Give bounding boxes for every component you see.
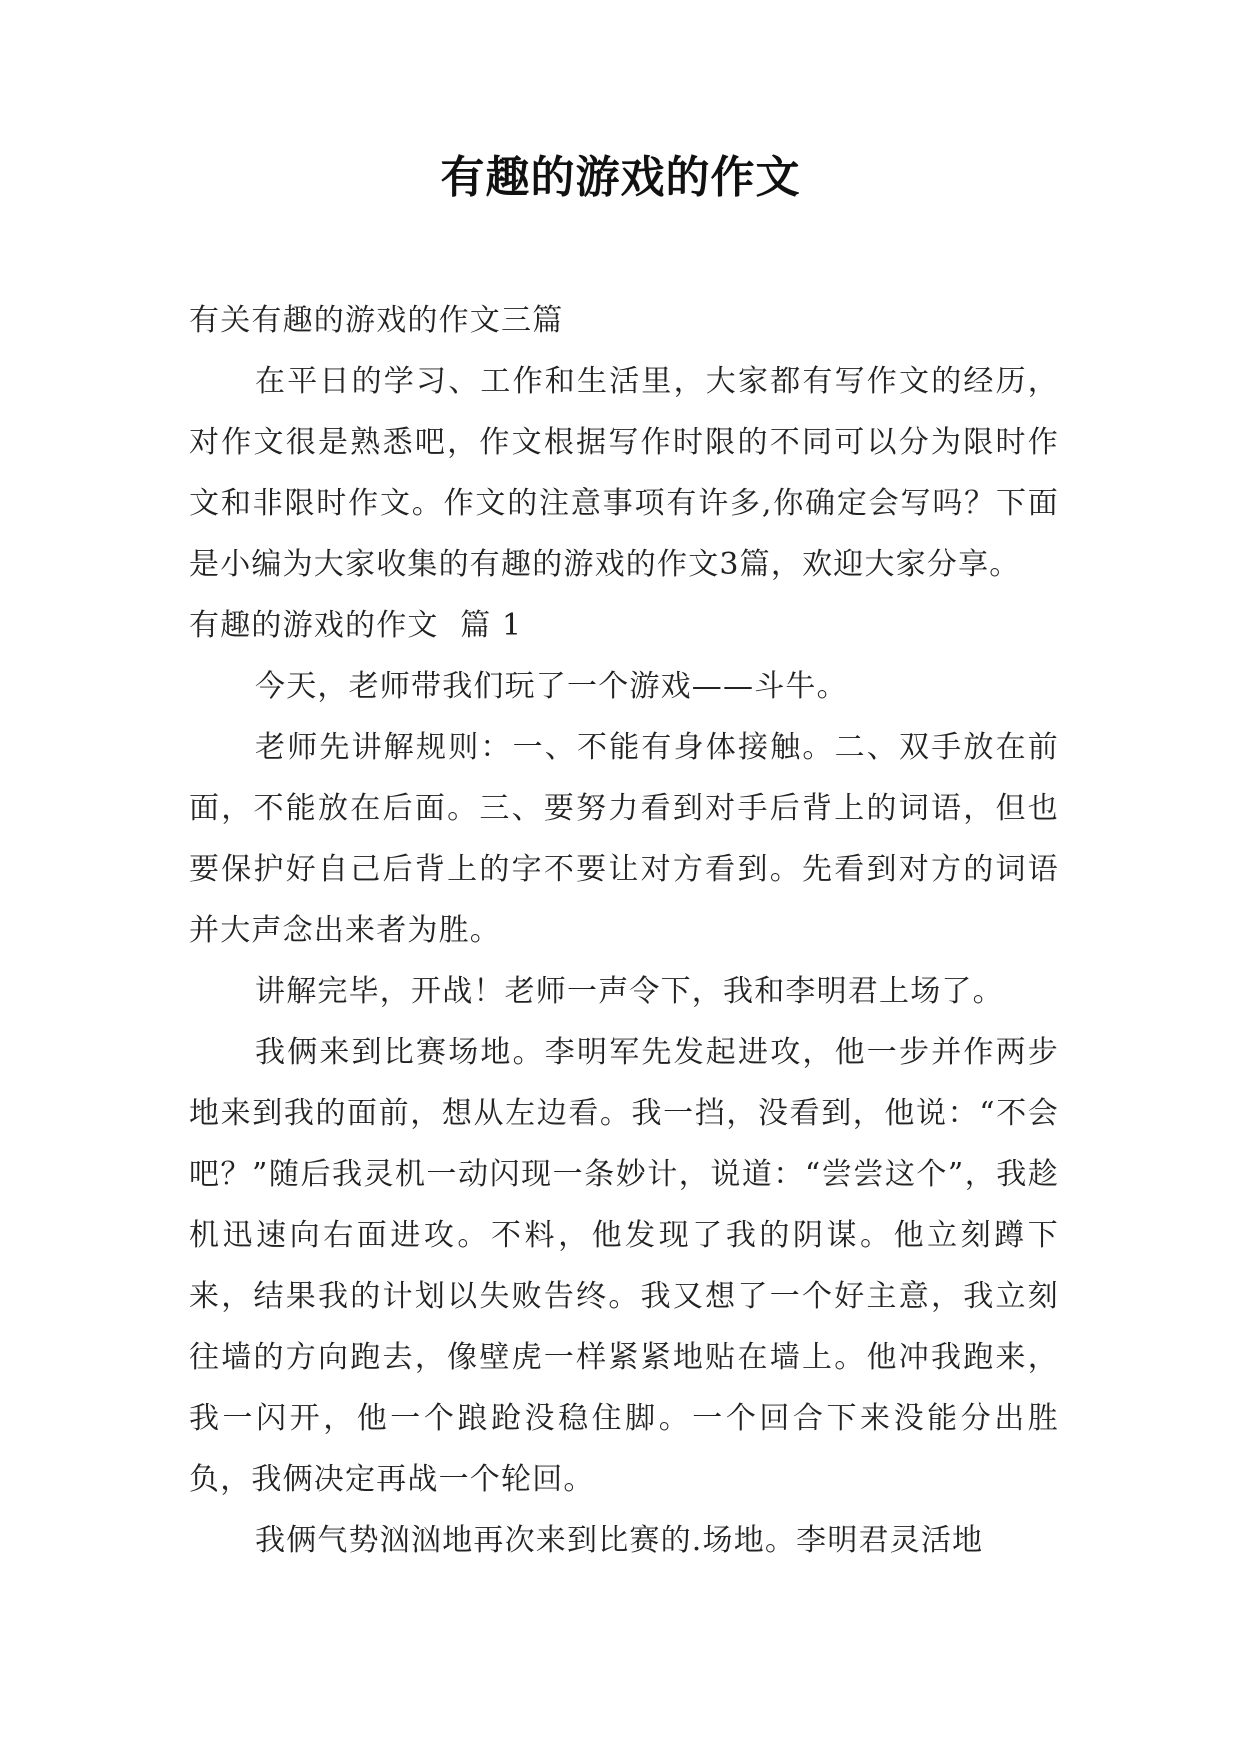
document-subtitle: 有关有趣的游戏的作文三篇 xyxy=(189,303,564,338)
document-body xyxy=(189,290,1059,1571)
body-paragraph: 我俩来到比赛场地。李明军先发起进攻，他一步并作两步地来到我的面前，想从左边看。我一挡，没看到，他说：“不会吧？”随后我灵机一动闪现一条妙计，说道：“尝尝这个”，我趁机迅速向右面进攻。不料，他发现了我的阴谋。他立刻蹲下来，结果我的计划以失败告终。我又想了一个好主意，我立刻往墙的方向跑去，像壁虎一样紧紧地贴在墙上。他冲我跑来，我一闪开，他一个踉跄没稳住脚。一个回合下来没能分出胜负，我俩决定再战一个轮回。 xyxy=(189,1035,1059,1497)
body-paragraph: 今天，老师带我们玩了一个游戏——斗牛。 xyxy=(255,669,848,704)
document-title: 有趣的游戏的作文 xyxy=(440,152,801,203)
section-heading: 有趣的游戏的作文 篇 1 xyxy=(189,608,523,643)
body-paragraph: 老师先讲解规则：一、不能有身体接触。二、双手放在前面，不能放在后面。三、要努力看到对手后背上的词语，但也要保护好自己后背上的字不要让对方看到。先看到对方的词语并大声念出来者为胜。 xyxy=(189,730,1059,948)
intro-paragraph: 在平日的学习、工作和生活里，大家都有写作文的经历，对作文很是熟悉吧，作文根据写作时限的不同可以分为限时作文和非限时作文。作文的注意事项有许多,你确定会写吗？下面是小编为大家收集的有趣的游戏的作文3篇，欢迎大家分享。 xyxy=(189,364,1059,582)
body-paragraph: 我俩气势汹汹地再次来到比赛的.场地。李明君灵活地 xyxy=(255,1523,984,1558)
body-paragraph: 讲解完毕，开战！老师一声令下，我和李明君上场了。 xyxy=(255,974,1004,1009)
